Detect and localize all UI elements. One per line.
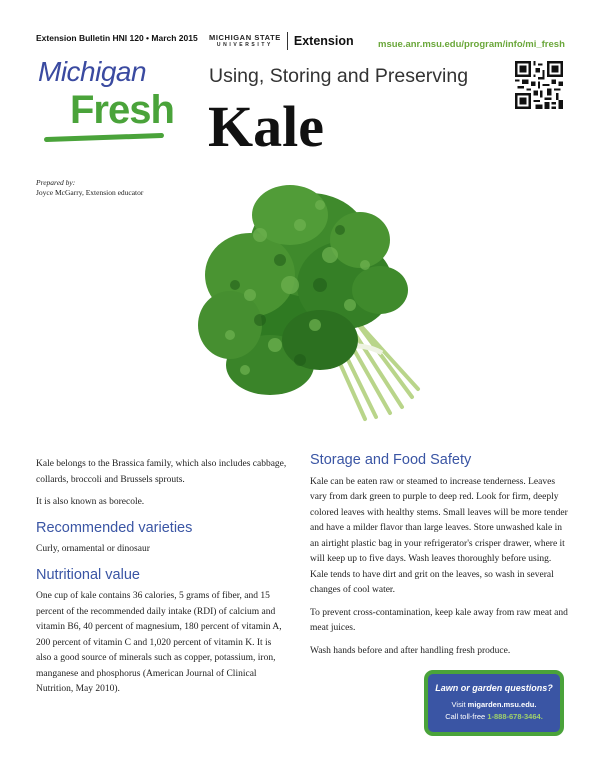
logo-divider: [287, 32, 288, 50]
borecole-note: It is also known as borecole.: [36, 497, 145, 507]
storage-heading: Storage and Food Safety: [310, 452, 472, 468]
page-subtitle: Using, Storing and Preserving: [209, 65, 469, 87]
msu-extension-logo: [209, 32, 354, 50]
varieties-text: Curly, ornamental or dinosaur: [36, 544, 150, 554]
callout-question: Lawn or garden questions?: [435, 683, 553, 693]
michigan-fresh-logo-michigan: Michigan: [38, 56, 147, 87]
left-column: [36, 457, 288, 705]
hand-washing-paragraph: Wash hands before and after handling fresh produce.: [310, 645, 511, 656]
program-url[interactable]: msue.anr.msu.edu/program/info/mi_fresh: [378, 39, 565, 50]
intro-paragraph: Kale belongs to the Brassica family, which also includes cabbage, collards, broccoli and Brussels sprouts.: [36, 459, 287, 485]
qr-code-icon[interactable]: [515, 61, 563, 109]
logo-swoosh: [44, 133, 164, 142]
cross-contamination-paragraph: To prevent cross-contamination, keep kale away from raw meat and meat juices.: [310, 607, 568, 633]
callout-visit: [428, 699, 560, 711]
recommended-varieties-heading: Recommended varieties: [36, 519, 193, 536]
msu-wordmark: [209, 34, 281, 48]
prepared-by-label: Prepared by:: [36, 178, 76, 187]
migarden-link[interactable]: migarden.msu.edu.: [467, 700, 537, 709]
prepared-by-author: Joyce McGarry, Extension educator: [36, 188, 144, 197]
bulletin-number: Extension Bulletin HNI 120 • March 2015: [36, 33, 198, 43]
prepared-by: [36, 178, 143, 198]
kale-bunch-image: [190, 175, 430, 435]
michigan-fresh-logo-fresh: Fresh: [70, 88, 174, 132]
nutritional-value-heading: Nutritional value: [36, 566, 140, 583]
right-column: [310, 453, 568, 666]
msu-wordmark-line2: UNIVERSITY: [216, 42, 273, 48]
msu-wordmark-line1: MICHIGAN STATE: [209, 33, 281, 42]
call-prefix: Call toll-free: [445, 712, 488, 721]
visit-prefix: Visit: [451, 700, 468, 709]
callout-phone: [428, 711, 560, 723]
toll-free-number[interactable]: 1-888-678-3464.: [487, 712, 543, 721]
extension-label: Extension: [293, 34, 354, 48]
page-title: Kale: [208, 94, 324, 159]
lawn-garden-callout: [424, 670, 564, 736]
nutrition-text: One cup of kale contains 36 calories, 5 grams of fiber, and 15 percent of the recommended daily intake (RDI) of calcium and vitamin B6, 40 percent of magnesium, 180 percent of vitamin A, 200 percent of vitamin C and 1,020 percent of vitamin K. It is also a good source of minerals such as copper, potassium, iron, manganese and phosphorus (American Journal of Clinical Nutrition, May 2010).: [36, 591, 282, 694]
storage-paragraph: Kale can be eaten raw or steamed to increase tenderness. Leaves vary from dark green to purple to deep red. Look for firm, deeply colored leaves with healthy stems. Small leaves will be more tender and have a milder flavor than large leaves. Store unwashed kale in an airtight plastic bag in your refrigerator's crisper drawer, where it will keep up to five days. Wash leaves thoroughly before using. Kale tends to have dirt and grit on the leaves, so wash in several changes of cool water.: [310, 476, 568, 595]
